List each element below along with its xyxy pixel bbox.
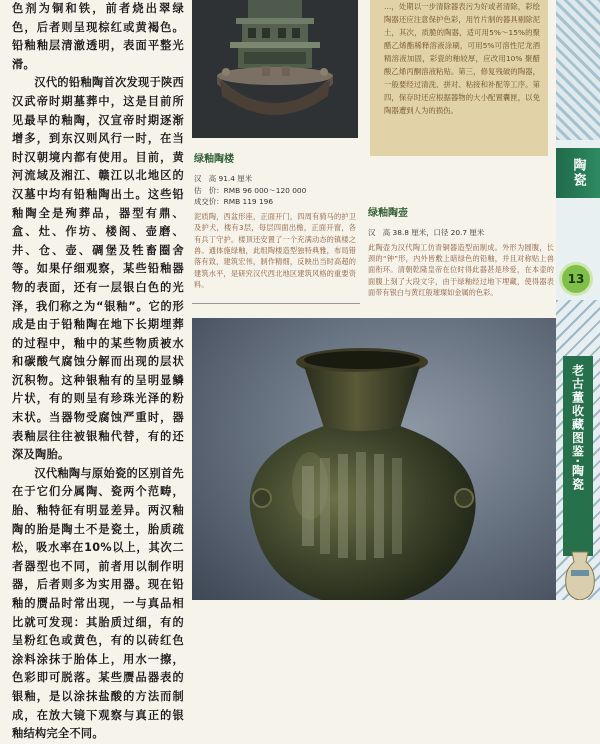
tower-caption-title: 绿釉陶楼 [194,154,234,165]
hu-vase-illustration [192,318,556,600]
green-glazed-tower-photo [192,0,358,138]
preservation-info-text: …，处期以一步清除器表污为好或者清除，彩绘陶器还应注意保护色彩，用竹片制的器具剔除泥土，其次，质脆的陶器，适可用5%～15%的聚醋乙烯酯稀释溶液涂刷，可用5%可溶性尼龙酒精溶液加固，彩瓷的釉较厚，应改用10% 聚醋酸乙烯丙酮溶液粘贴。第三，修复残破的陶器，一般要经过清洗、拼对、粘接和补配等工序。第四，保存时还应根据器物的大小配置囊匣，以免陶器遭到人为的损伤。 [384,2,540,115]
book-title-bar [563,356,593,556]
section-tab [556,148,600,198]
book-title: 老古董收藏图鉴·陶瓷 [570,364,585,492]
main-paragraph-2: 汉代的铅釉陶首次发现于陕西汉武帝时期墓葬中，这是目前所见最早的釉陶，汉宣帝时期逐渐增多，到东汉则风行一时，在当时汉朝境内都有使用。目前，黄河流域及湘江、赣江以北地区的汉墓中均有铅釉陶出土。这些铅釉陶全是殉葬品，器型有鼎、盒、灶、作坊、楼阁、壶磨、井、仓、壶、碉堡及牲畜圈舍等。如果仔细观察，某些铅釉器物的表面，还有一层银白色的光泽，我们称之为“银釉”。它的形成是由于铅釉陶在地下长期埋葬的过程中，釉中的某些物质被水和碳酸气腐蚀分解而出现的层状沉积物。这种银釉有的呈明显鳞片状，有的则呈有珍珠光泽的粉末状。当器物受腐蚀严重时，器表釉层往往被银釉代替，有的还深及陶胎。 [12,76,184,462]
tower-illustration [192,0,358,138]
vase-thumbnail-icon [562,548,598,600]
page-number-badge [559,262,593,296]
page-number: 13 [567,272,585,286]
green-glazed-hu-photo [192,318,556,600]
tower-caption-dimensions: 汉 高 91.4 厘米 [194,174,253,183]
tower-caption [194,150,356,291]
caption-divider [192,303,360,304]
hu-vase-caption-dimensions: 汉 高 38.8 厘米，口径 20.7 厘米 [368,228,485,237]
strip-pattern-top [556,0,600,140]
hu-vase-caption-title: 绿釉陶壶 [368,208,408,219]
hu-vase-caption-description: 此陶壶为汉代陶工仿青铜器造型而制成。外形为圆腹，长颈的“钟”形，内外皆敷上暗绿色的铅釉，并且对称贴上兽面衔环。清朝乾隆皇帝在位时得此器甚是珍爱，在本壶的面腹上刻了大段文字，由于绿釉经过地下埋藏，使得器表面带有银白与黄红般璀璨如金属的色彩。 [368,242,554,298]
tower-caption-estimate: 估 价：RMB 96 000～120 000 [194,185,307,195]
tower-caption-sold-price: 成交价：RMB 119 196 [194,197,274,207]
main-text-column [12,0,184,744]
preservation-info-box [370,0,548,156]
tower-caption-description: 泥质陶，西盆形座，正面开门，四周有骑马的护卫及护犬，楼有3层，每层四面出檐，正面开窗，各有兵丁守护。楼顶还安置了一个充满动态的镇楼之兽。通体施绿釉，此组陶楼造型独特典雅，布局错落有致，建筑宏伟，制作精细，反映出当时高超的建筑水平，是研究汉代西北地区建筑风格的重要资料。 [194,211,356,290]
hu-vase-caption [368,204,554,299]
main-paragraph-3: 汉代釉陶与原始瓷的区别首先在于它们分属陶、瓷两个范畴，胎、釉特征有明显差异。两汉釉陶的胎是陶土不是瓷土，胎质疏松，吸水率在10%以上，其次二者器型也不同，前者用以制作明器，后者则多为实用器。现在铅釉的赝品时常出现，一与真品相比就可发现：其胎质过细，有的呈粉红色或黄色，有的以砖红色涂料涂抹于胎体上，用水一擦，色彩即可脱落。某些赝品器表的银釉，是以涂抹盐酸的方法而制成，在放大镜下观察与真正的银釉结构完全不同。 [12,466,184,741]
section-tab-label: 陶瓷 [570,158,586,188]
main-paragraph-1: 色剂为铜和铁，前者烧出翠绿色，后者则呈现棕红或黄褐色。铅釉釉层清澈透明，表面平整光滑。 [12,2,184,71]
